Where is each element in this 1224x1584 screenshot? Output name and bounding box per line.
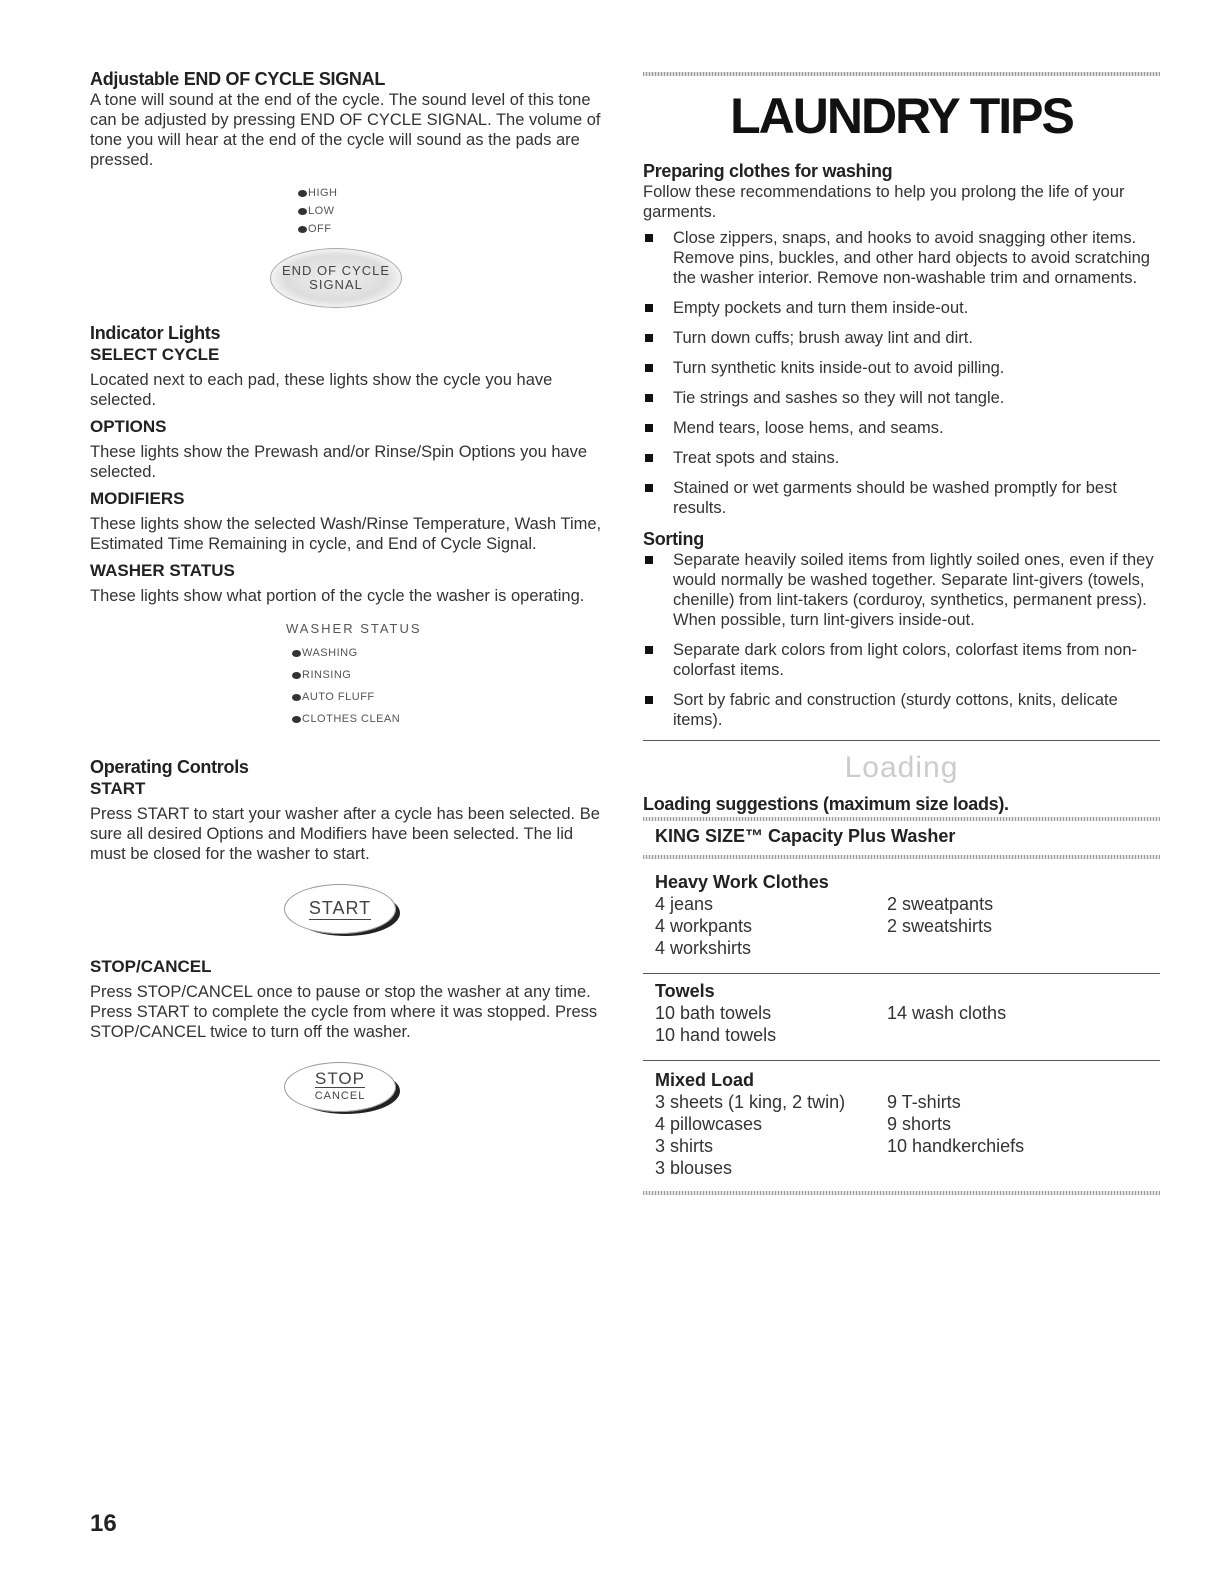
eoc-title: Adjustable END OF CYCLE SIGNAL <box>90 69 386 89</box>
bullet-icon <box>645 454 653 462</box>
status-clothes-clean: CLOTHES CLEAN <box>292 708 605 730</box>
page-number: 16 <box>90 1510 117 1537</box>
list-item: 4 workshirts <box>655 938 752 958</box>
list-item: 3 blouses <box>655 1158 733 1178</box>
washer-name: KING SIZE™ Capacity Plus Washer <box>655 826 956 846</box>
list-item: 14 wash cloths <box>887 1003 1007 1023</box>
bullet-icon <box>645 334 653 342</box>
list-item: Tie strings and sashes so they will not tangle. <box>643 388 1160 408</box>
start-button[interactable]: START <box>284 884 396 934</box>
indicator-light-icon <box>292 672 301 679</box>
load-group-towels-title: Towels <box>655 981 715 1001</box>
load-group-towels <box>643 1002 1160 1046</box>
list-item: 10 hand towels <box>655 1025 777 1045</box>
status-washing: WASHING <box>292 642 605 664</box>
bullet-icon <box>645 484 653 492</box>
start-head: START <box>90 779 146 798</box>
stop-cancel-head: STOP/CANCEL <box>90 957 212 976</box>
indicator-light-icon <box>292 716 301 723</box>
divider <box>643 855 1160 859</box>
stop-cancel-body: Press STOP/CANCEL once to pause or stop the washer at any time. Press START to complete the cycle from where it was stopped. Press STOP/CANCEL twice to turn off the washer. <box>90 983 598 1041</box>
list-item: 10 handkerchiefs <box>887 1136 1025 1156</box>
status-auto-fluff: AUTO FLUFF <box>292 686 605 708</box>
washer-status-head: WASHER STATUS <box>90 561 235 580</box>
options-body: These lights show the Prewash and/or Rinse/Spin Options you have selected. <box>90 443 588 481</box>
level-off: OFF <box>298 220 605 238</box>
list-item: 10 bath towels <box>655 1003 772 1023</box>
indicator-light-icon <box>292 694 301 701</box>
list-item: 9 T-shirts <box>887 1092 961 1112</box>
right-column <box>643 64 1160 1195</box>
loading-suggestions: Loading suggestions (maximum size loads). <box>643 794 1009 814</box>
load-group-heavy <box>643 893 1160 959</box>
loading-title: Loading <box>844 751 959 784</box>
level-high: HIGH <box>298 184 605 202</box>
bullet-icon <box>645 696 653 704</box>
indicator-light-icon <box>298 226 307 233</box>
bullet-icon <box>645 364 653 372</box>
stop-cancel-button[interactable]: STOP CANCEL <box>284 1062 396 1112</box>
list-item: Separate dark colors from light colors, colorfast items from non-colorfast items. <box>643 640 1160 680</box>
preparing-title: Preparing clothes for washing <box>643 161 893 181</box>
eoc-body: A tone will sound at the end of the cycle. The sound level of this tone can be adjusted by pressing END OF CYCLE SIGNAL. The volume of tone you will hear at the end of the cycle will sound as the pads are pressed. <box>90 91 601 169</box>
preparing-list <box>643 228 1160 518</box>
select-cycle-head: SELECT CYCLE <box>90 345 220 364</box>
divider <box>643 817 1160 821</box>
list-item: Turn down cuffs; brush away lint and dirt. <box>643 328 1160 348</box>
washer-status-body: These lights show what portion of the cycle the washer is operating. <box>90 587 585 605</box>
sorting-title: Sorting <box>643 529 704 549</box>
divider <box>643 1191 1160 1195</box>
list-item: Stained or wet garments should be washed promptly for best results. <box>643 478 1160 518</box>
bullet-icon <box>645 394 653 402</box>
list-item: Mend tears, loose hems, and seams. <box>643 418 1160 438</box>
select-cycle-body: Located next to each pad, these lights show the cycle you have selected. <box>90 371 553 409</box>
load-group-mixed <box>643 1091 1160 1179</box>
bullet-icon <box>645 304 653 312</box>
list-item: 4 jeans <box>655 894 714 914</box>
list-item: Turn synthetic knits inside-out to avoid pilling. <box>643 358 1160 378</box>
page-title: LAUNDRY TIPS <box>730 88 1073 144</box>
bullet-icon <box>645 646 653 654</box>
divider <box>643 973 1160 974</box>
list-item: 9 shorts <box>887 1114 952 1134</box>
title-rule <box>643 72 1160 76</box>
list-item: Empty pockets and turn them inside-out. <box>643 298 1160 318</box>
list-item: 3 shirts <box>655 1136 714 1156</box>
list-item: 2 sweatshirts <box>887 916 993 936</box>
bullet-icon <box>645 234 653 242</box>
washer-status-panel <box>286 618 605 730</box>
list-item: Close zippers, snaps, and hooks to avoid snagging other items. Remove pins, buckles, and other hard objects to avoid scratching the washer interior. Remove non-washable trim and ornaments. <box>643 228 1160 288</box>
sorting-list <box>643 550 1160 730</box>
modifiers-body: These lights show the selected Wash/Rinse Temperature, Wash Time, Estimated Time Remaining in cycle, and End of Cycle Signal. <box>90 515 602 553</box>
status-rinsing: RINSING <box>292 664 605 686</box>
list-item: 2 sweatpants <box>887 894 994 914</box>
list-item: 4 pillowcases <box>655 1114 763 1134</box>
end-of-cycle-signal-button[interactable]: END OF CYCLE SIGNAL <box>270 248 402 308</box>
indicator-light-icon <box>298 208 307 215</box>
indicator-light-icon <box>298 190 307 197</box>
bullet-icon <box>645 424 653 432</box>
modifiers-head: MODIFIERS <box>90 489 185 508</box>
load-group-heavy-title: Heavy Work Clothes <box>655 872 829 892</box>
bullet-icon <box>645 556 653 564</box>
list-item: Sort by fabric and construction (sturdy cottons, knits, delicate items). <box>643 690 1160 730</box>
washer-status-panel-title: WASHER STATUS <box>286 621 422 636</box>
list-item: 3 sheets (1 king, 2 twin) <box>655 1092 846 1112</box>
list-item: Treat spots and stains. <box>643 448 1160 468</box>
options-head: OPTIONS <box>90 417 167 436</box>
start-body: Press START to start your washer after a cycle has been selected. Be sure all desired Options and Modifiers have been selected. The lid must be closed for the washer to start. <box>90 805 600 863</box>
operating-title: Operating Controls <box>90 757 249 777</box>
indicator-title: Indicator Lights <box>90 323 221 343</box>
level-low: LOW <box>298 202 605 220</box>
list-item: Separate heavily soiled items from lightly soiled ones, even if they would normally be washed together. Separate lint-givers (towels, chenille) from lint-takers (corduroy, synthetics, permanent press). When possible, turn lint-givers inside-out. <box>643 550 1160 630</box>
divider <box>643 740 1160 741</box>
list-item: 4 workpants <box>655 916 753 936</box>
indicator-light-icon <box>292 650 301 657</box>
load-group-mixed-title: Mixed Load <box>655 1070 755 1090</box>
preparing-intro: Follow these recommendations to help you prolong the life of your garments. <box>643 183 1125 221</box>
eoc-levels <box>298 184 605 238</box>
divider <box>643 1060 1160 1061</box>
left-column <box>90 64 605 1112</box>
